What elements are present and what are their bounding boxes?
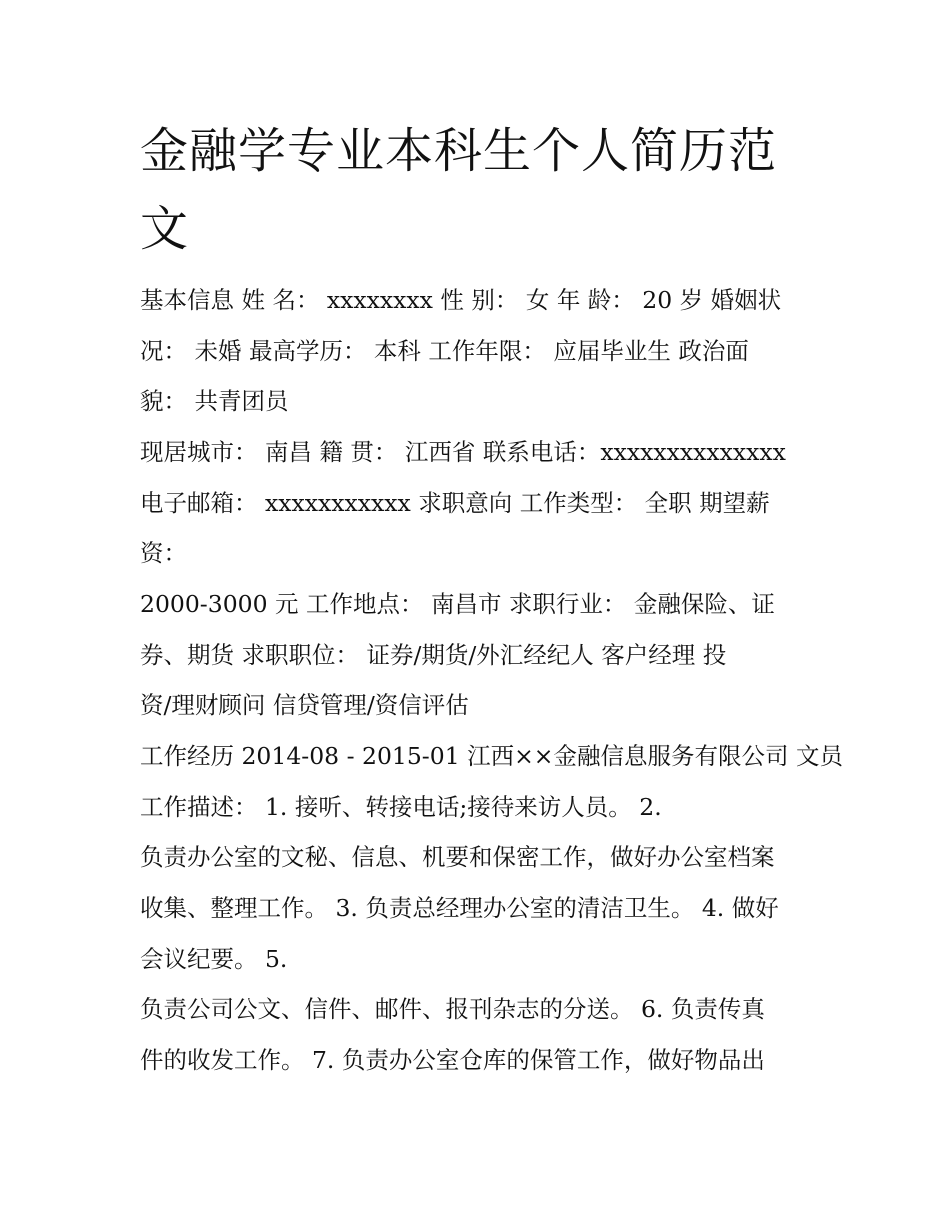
body-line: 收集、整理工作。 3. 负责总经理办公室的清洁卫生。 4. 做好 xyxy=(140,894,779,922)
body-line: 2000-3000 元 工作地点： 南昌市 求职行业： 金融保险、证 xyxy=(140,590,775,618)
body-line: 负责公司公文、信件、邮件、报刊杂志的分送。 6. 负责传真 xyxy=(140,995,765,1023)
body-line: 会议纪要。 5. xyxy=(140,945,288,973)
body-line: 工作描述： 1. 接听、转接电话;接待来访人员。 2. xyxy=(140,793,662,821)
body-line: 况： 未婚 最高学历： 本科 工作年限： 应届毕业生 政治面 xyxy=(140,337,749,365)
body-line: 资： xyxy=(140,539,187,567)
body-line: 工作经历 2014-08 - 2015-01 江西××金融信息服务有限公司 文员 xyxy=(140,742,843,770)
body-line: 资/理财顾问 信贷管理/资信评估 xyxy=(140,691,469,719)
body-line: 负责办公室的文秘、信息、机要和保密工作，做好办公室档案 xyxy=(140,843,775,871)
body-line: 貌： 共青团员 xyxy=(140,387,289,415)
body-line: 券、期货 求职职位： 证券/期货/外汇经纪人 客户经理 投 xyxy=(140,641,727,669)
body-line: 基本信息 姓 名： xxxxxxxx 性 别： 女 年 龄： 20 岁 婚姻状 xyxy=(140,286,782,314)
body-line: 现居城市： 南昌 籍 贯： 江西省 联系电话：xxxxxxxxxxxxxx xyxy=(140,438,786,466)
body-line: 电子邮箱： xxxxxxxxxxx 求职意向 工作类型： 全职 期望薪 xyxy=(140,489,770,517)
document-title: 金融学专业本科生个人简历范文 xyxy=(140,123,778,257)
body-line: 件的收发工作。 7. 负责办公室仓库的保管工作，做好物品出 xyxy=(140,1046,765,1074)
